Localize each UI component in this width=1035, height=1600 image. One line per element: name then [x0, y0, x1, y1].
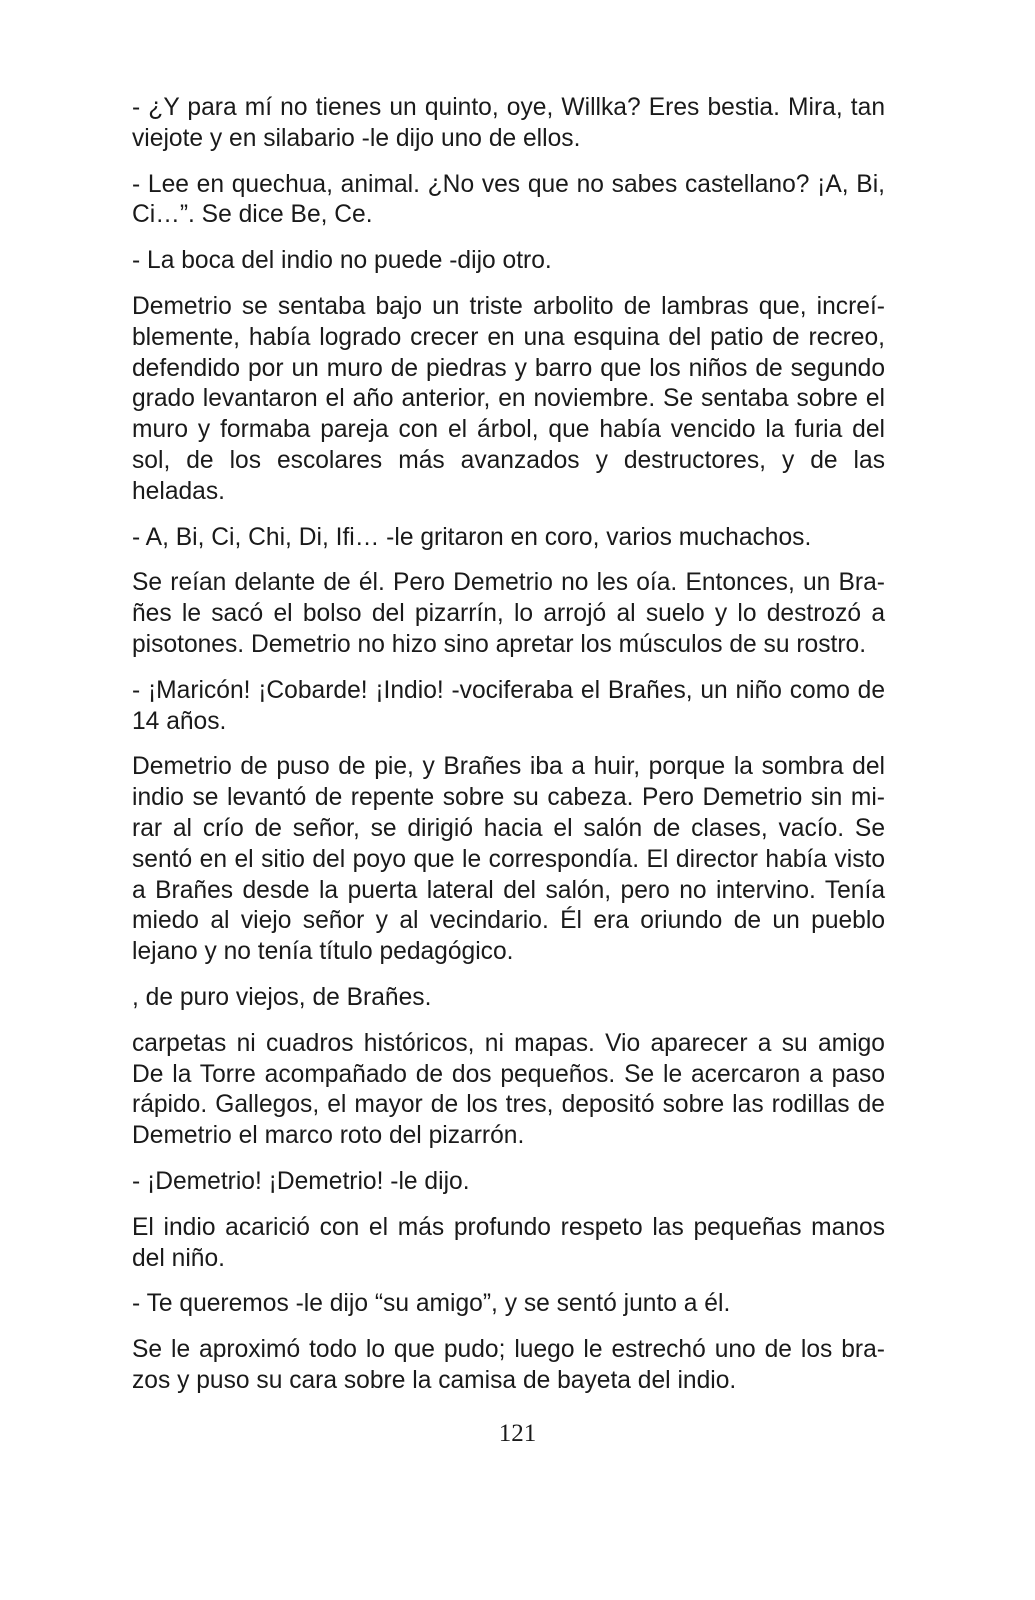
paragraph-8: Demetrio de puso de pie, y Brañes iba a huir, porque la sombra del indio se levantó de repente sobre su cabeza. Pero Demetrio sin mirar al crío de señor, se dirigió hacia el salón de clases, vacío. Se sentó en el sitio del poyo que le correspondía. El director había visto a Brañes desde la puerta lateral del salón, pero no intervino. Tenía miedo al viejo señor y al vecindario. Él era oriundo de un pueblo lejano y no tenía título pedagógico.: [132, 753, 885, 966]
paragraph-14: Se le aproximó todo lo que pudo; luego le estrechó uno de los brazos y puso su cara sobre la camisa de bayeta del indio.: [132, 1336, 885, 1394]
paragraph-3: - La boca del indio no puede -dijo otro.: [132, 247, 552, 275]
book-page-body: [132, 93, 885, 1412]
paragraph-1: - ¿Y para mí no tienes un quinto, oye, Willka? Eres bestia. Mira, tan viejote y en silabario -le dijo uno de ellos.: [132, 94, 885, 152]
paragraph-9: , de puro viejos, de Brañes.: [132, 983, 432, 1011]
paragraph-13: - Te queremos -le dijo “su amigo”, y se sentó junto a él.: [132, 1290, 731, 1318]
paragraph-11: - ¡Demetrio! ¡Demetrio! -le dijo.: [132, 1167, 470, 1195]
paragraph-6: Se reían delante de él. Pero Demetrio no les oía. Entonces, un Brañes le sacó el bolso del pizarrín, lo arrojó al suelo y lo destrozó a pisotones. Demetrio no hizo sino apretar los músculos de su rostro.: [132, 569, 885, 658]
paragraph-7: - ¡Maricón! ¡Cobarde! ¡Indio! -vociferaba el Brañes, un niño como de 14 años.: [132, 676, 885, 735]
paragraph-12: El indio acarició con el más profundo respeto las pequeñas manos del niño.: [132, 1213, 885, 1272]
paragraph-10: carpetas ni cuadros históricos, ni mapas. Vio aparecer a su amigo De la Torre acompañado de dos pequeños. Se le acercaron a paso rápido. Gallegos, el mayor de los tres, depositó sobre las rodillas de Demetrio el marco roto del pizarrón.: [132, 1029, 885, 1150]
paragraph-4: Demetrio se sentaba bajo un triste arbolito de lambras que, increíblemente, había logrado crecer en una esquina del patio de recreo, defendido por un muro de piedras y barro que los niños de segundo grado levantaron el año anterior, en noviembre. Se sentaba sobre el muro y formaba pareja con el árbol, que había vencido la furia del sol, de los escolares más avanzados y destructores, y de las heladas.: [132, 292, 885, 505]
page-number: 121: [498, 1420, 537, 1447]
paragraph-2: - Lee en quechua, animal. ¿No ves que no sabes castellano? ¡A, Bi, Ci…”. Se dice Be, Ce.: [132, 170, 885, 229]
paragraph-5: - A, Bi, Ci, Chi, Di, Ifi… -le gritaron en coro, varios muchachos.: [132, 523, 812, 551]
